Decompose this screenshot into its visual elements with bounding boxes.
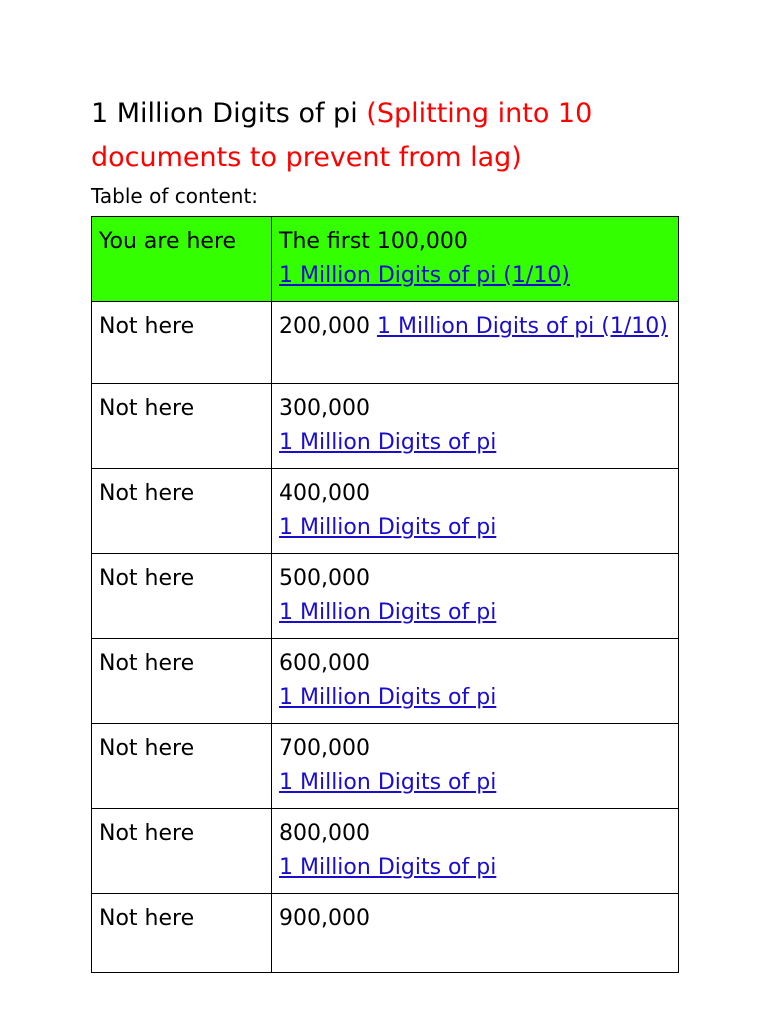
status-cell: Not here — [92, 894, 272, 973]
document-link[interactable]: 1 Million Digits of pi — [279, 515, 497, 540]
range-label: 500,000 — [279, 566, 370, 591]
document-title — [91, 92, 691, 180]
table-row — [92, 302, 679, 384]
status-cell: Not here — [92, 302, 272, 384]
status-cell: Not here — [92, 384, 272, 469]
table-row — [92, 809, 679, 894]
table-row — [92, 894, 679, 973]
toc-table — [91, 216, 679, 973]
range-cell — [272, 639, 679, 724]
document-link[interactable]: 1 Million Digits of pi — [279, 770, 497, 795]
range-cell — [272, 217, 679, 302]
table-row — [92, 384, 679, 469]
status-cell: Not here — [92, 809, 272, 894]
title-note: (Splitting into 10 documents to prevent from lag) — [91, 98, 593, 173]
range-cell — [272, 302, 679, 384]
range-cell — [272, 554, 679, 639]
title-main: 1 Million Digits of pi — [91, 98, 358, 129]
toc-label: Table of content: — [91, 184, 259, 208]
status-cell: Not here — [92, 724, 272, 809]
document-link[interactable]: 1 Million Digits of pi — [279, 855, 497, 880]
range-cell — [272, 809, 679, 894]
range-cell — [272, 894, 679, 973]
range-label: 800,000 — [279, 821, 370, 846]
range-cell — [272, 469, 679, 554]
status-cell: Not here — [92, 554, 272, 639]
table-row — [92, 554, 679, 639]
table-row — [92, 469, 679, 554]
range-label: 700,000 — [279, 736, 370, 761]
range-label: 200,000 — [279, 314, 370, 339]
table-row — [92, 639, 679, 724]
status-cell: Not here — [92, 639, 272, 724]
range-label: The first 100,000 — [279, 229, 468, 254]
status-cell: Not here — [92, 469, 272, 554]
table-row — [92, 724, 679, 809]
range-cell — [272, 384, 679, 469]
range-label: 600,000 — [279, 651, 370, 676]
document-link[interactable]: 1 Million Digits of pi — [279, 430, 497, 455]
document-link[interactable]: 1 Million Digits of pi (1/10) — [376, 314, 668, 339]
range-label: 900,000 — [279, 906, 370, 931]
range-cell — [272, 724, 679, 809]
document-link[interactable]: 1 Million Digits of pi (1/10) — [279, 263, 570, 288]
document-link[interactable]: 1 Million Digits of pi — [279, 600, 497, 625]
range-label: 300,000 — [279, 396, 370, 421]
range-label: 400,000 — [279, 481, 370, 506]
document-link[interactable]: 1 Million Digits of pi — [279, 685, 497, 710]
table-row — [92, 217, 679, 302]
status-cell: You are here — [92, 217, 272, 302]
